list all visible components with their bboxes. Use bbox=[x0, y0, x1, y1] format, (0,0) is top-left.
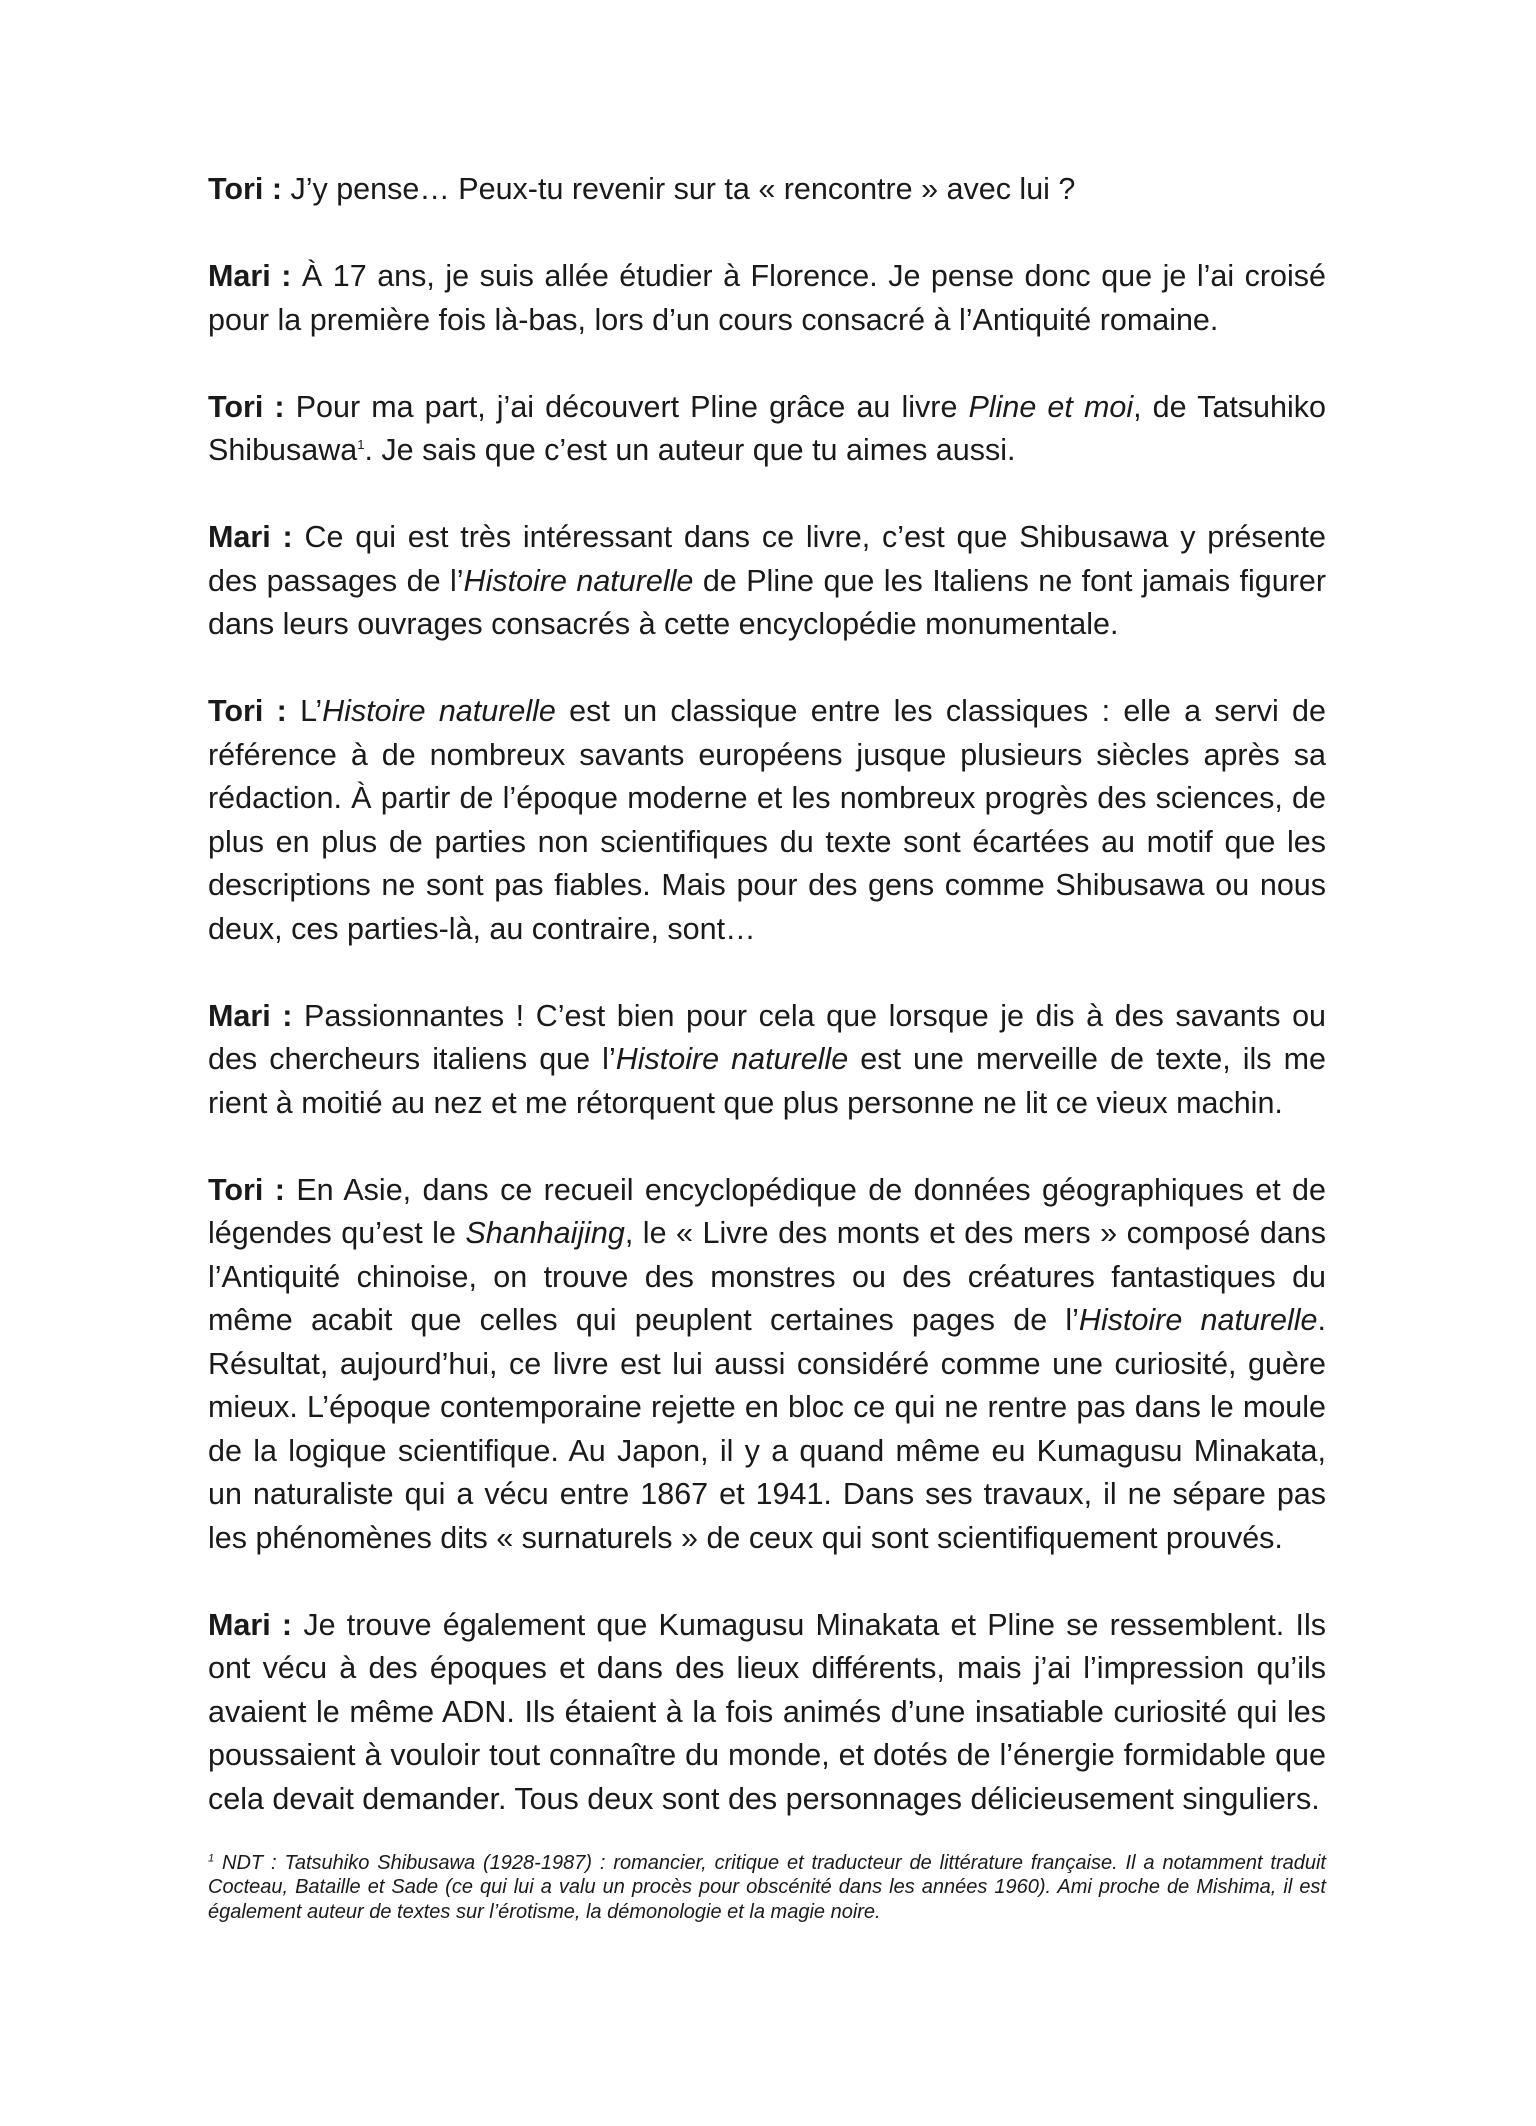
dialogue-text: Pour ma part, j’ai découvert Pline grâce au livre bbox=[295, 389, 958, 424]
book-title: Histoire naturelle bbox=[615, 1042, 849, 1076]
speaker-label: Mari : bbox=[208, 520, 293, 554]
dialogue-paragraph bbox=[208, 1604, 1326, 1822]
document-page bbox=[208, 168, 1326, 1924]
book-title: Shanhaijing bbox=[465, 1216, 625, 1250]
dialogue-text: À 17 ans, je suis allée étudier à Florence. Je pense donc que je l’ai croisé pour la première fois là-bas, lors d’un cours consacré à l’Antiquité romaine. bbox=[208, 259, 1327, 337]
dialogue-text: . Résultat, aujourd’hui, ce livre est lui aussi considéré comme une curiosité, guère mieux. L’époque contemporaine rejette en bloc ce qui ne rentre pas dans le moule de la logique scientifique. Au Japon, il y a quand même eu Kumagusu Minakata, un naturaliste qui a vécu entre 1867 et 1941. Dans ses travaux, il ne sépare pas les phénomènes dits « surnaturels » de ceux qui sont scientifiquement prouvés. bbox=[208, 1303, 1326, 1555]
footnote-mark: 1 bbox=[208, 1851, 215, 1864]
speaker-label: Mari : bbox=[208, 1607, 293, 1642]
book-title: Histoire naturelle bbox=[322, 694, 556, 728]
speaker-label: Mari : bbox=[208, 998, 293, 1033]
dialogue-paragraph bbox=[208, 168, 1326, 212]
dialogue-paragraph bbox=[208, 516, 1326, 647]
dialogue-paragraph bbox=[208, 255, 1326, 342]
footnote-text: NDT : Tatsuhiko Shibusawa (1928-1987) : romancier, critique et traducteur de littérature française. Il a notamment traduit Cocteau, Bataille et Sade (ce qui lui a valu un procès pour obscénité dans les années 1960). Ami proche de Mishima, il est également auteur de textes sur l’érotisme, la démonologie et la magie noire. bbox=[208, 1851, 1326, 1923]
dialogue-text: Ce qui est très intéressant dans ce livre, c’est que Shibusawa y présente des passages de l’ bbox=[208, 520, 1326, 598]
footnote-reference[interactable]: 1 bbox=[357, 436, 365, 452]
dialogue-text: , de Tatsuhiko Shibusawa bbox=[208, 389, 1326, 467]
dialogue-text: Je trouve également que Kumagusu Minakata et Pline se ressemblent. Ils ont vécu à des époques et dans des lieux différents, mais j’ai l’impression qu’ils avaient le même ADN. Ils étaient à la fois animés d’une insatiable curiosité qui les poussaient à vouloir tout connaître du monde, et dotés de l’énergie formidable que cela devait demander. Tous deux sont des personnages délicieusement singuliers. bbox=[208, 1607, 1326, 1816]
speaker-label: Mari : bbox=[208, 259, 292, 293]
speaker-label: Tori : bbox=[208, 172, 282, 206]
dialogue-paragraph bbox=[208, 690, 1326, 951]
dialogue-text: L’ bbox=[300, 694, 323, 728]
dialogue-paragraph bbox=[208, 995, 1326, 1126]
dialogue-text: J’y pense… Peux-tu revenir sur ta « rencontre » avec lui ? bbox=[290, 172, 1076, 206]
dialogue-paragraph bbox=[208, 1169, 1326, 1561]
dialogue-text: est un classique entre les classiques : elle a servi de référence à de nombreux savants européens jusque plusieurs siècles après sa rédaction. À partir de l’époque moderne et les nombreux progrès des sciences, de plus en plus de parties non scientifiques du texte sont écartées au motif que les descriptions ne sont pas fiables. Mais pour des gens comme Shibusawa ou nous deux, ces parties-là, au contraire, sont… bbox=[208, 694, 1326, 946]
dialogue-text: est une merveille de texte, ils me rient à moitié au nez et me rétorquent que plus personne ne lit ce vieux machin. bbox=[208, 1042, 1326, 1120]
speaker-label: Tori : bbox=[208, 1172, 285, 1207]
speaker-label: Tori : bbox=[208, 694, 287, 728]
dialogue-text: . Je sais que c’est un auteur que tu aimes aussi. bbox=[364, 433, 1016, 467]
dialogue-text: , le « Livre des monts et des mers » composé dans l’Antiquité chinoise, on trouve des monstres ou des créatures fantastiques du même acabit que celles qui peuplent certaines pages de l’ bbox=[208, 1216, 1326, 1337]
dialogue-text: de Pline que les Italiens ne font jamais figurer dans leurs ouvrages consacrés à cette encyclopédie monumentale. bbox=[208, 563, 1327, 641]
speaker-label: Tori : bbox=[208, 389, 285, 424]
book-title: Pline et moi bbox=[968, 389, 1134, 424]
dialogue-text: En Asie, dans ce recueil encyclopédique de données géographiques et de légendes qu’est le bbox=[208, 1172, 1326, 1250]
footnote bbox=[208, 1851, 1326, 1925]
book-title: Histoire naturelle bbox=[463, 563, 694, 598]
dialogue-paragraph bbox=[208, 386, 1326, 473]
book-title: Histoire naturelle bbox=[1078, 1303, 1318, 1337]
dialogue-text: Passionnantes ! C’est bien pour cela que lorsque je dis à des savants ou des chercheurs italiens que l’ bbox=[208, 998, 1326, 1076]
